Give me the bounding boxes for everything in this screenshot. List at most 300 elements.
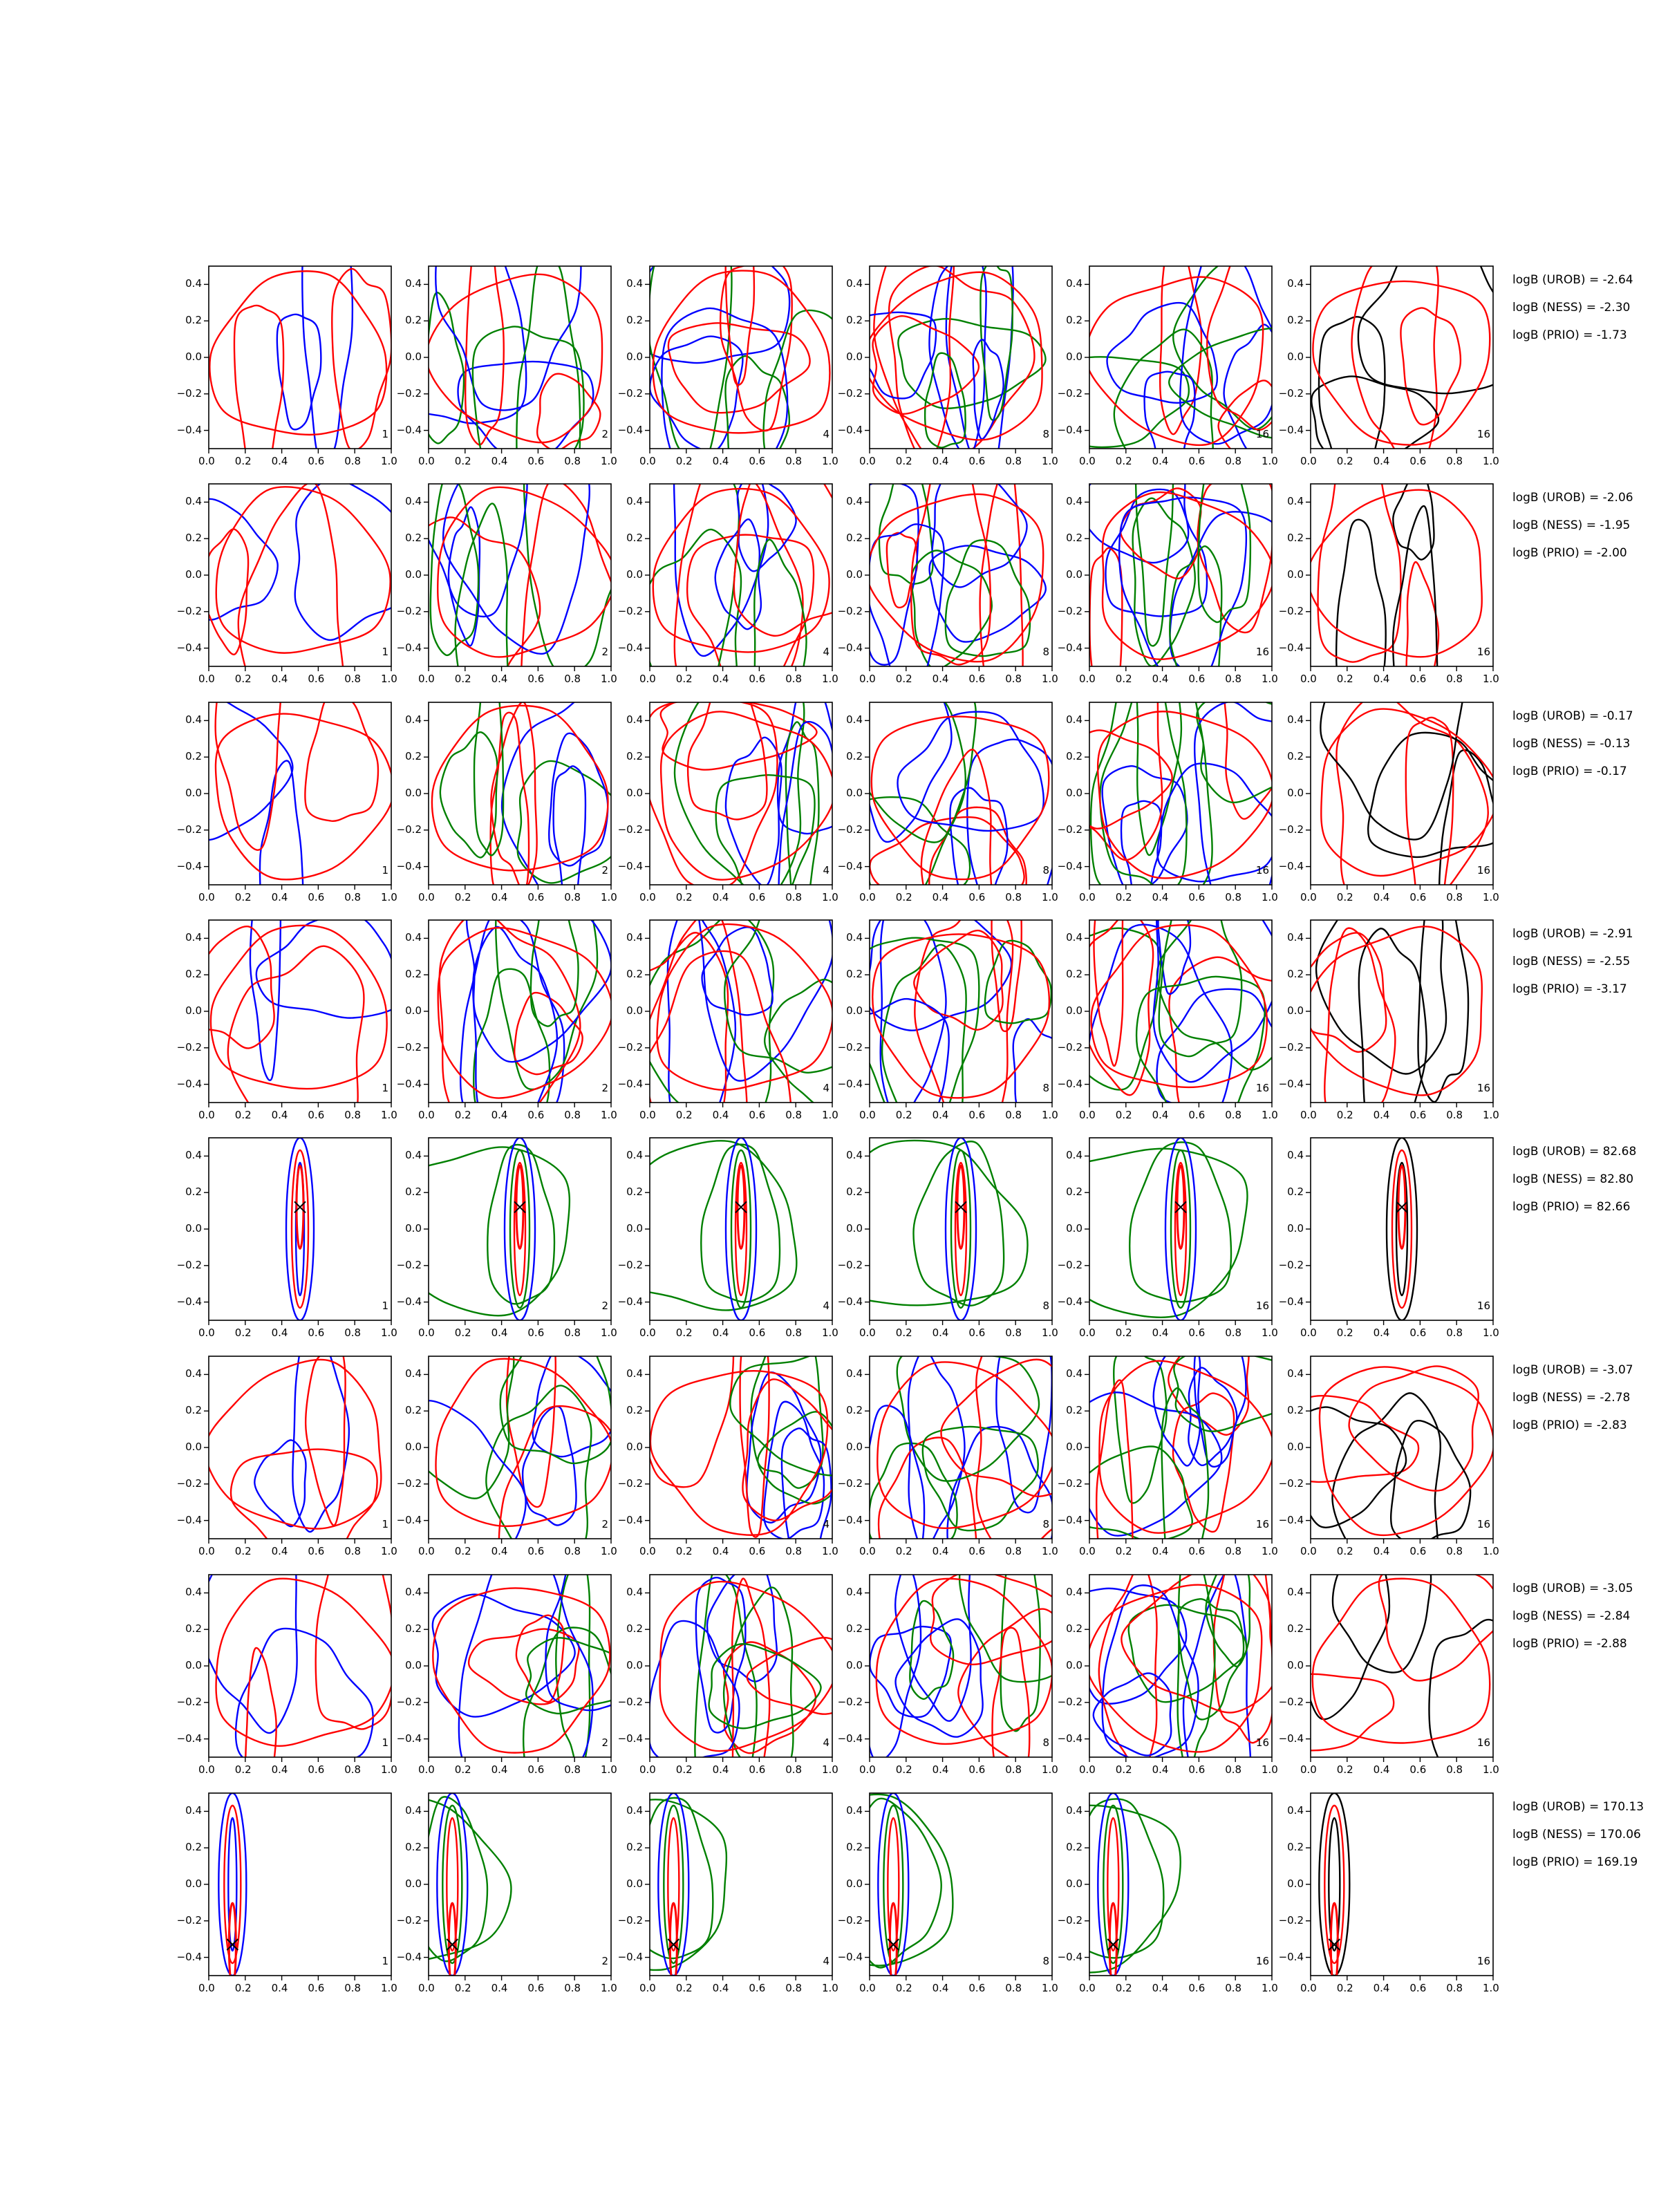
y-tick-label: −0.2 (617, 386, 643, 400)
panel-count: 1 (382, 428, 388, 440)
x-tick-label: 0.8 (785, 455, 803, 467)
y-tick-label: 0.4 (185, 713, 202, 727)
contour-outer (877, 1362, 1056, 1528)
y-tick-label: 0.4 (1287, 1804, 1304, 1817)
x-tick-label: 1.0 (822, 455, 838, 467)
panel-r4-c2 (424, 868, 612, 1157)
y-tick-label: 0.2 (185, 314, 202, 327)
panel-frame (1311, 484, 1493, 666)
contour-line (443, 445, 590, 654)
x-tick-label: 0.8 (1005, 1763, 1022, 1776)
y-tick-label: −0.2 (396, 604, 422, 617)
contour-line (898, 319, 1045, 409)
x-tick-label: 0.0 (198, 1109, 215, 1121)
panel-count: 1 (382, 1955, 388, 1967)
contour-peak (731, 1150, 751, 1308)
panel-count: 16 (1477, 864, 1490, 877)
x-tick-label: 0.6 (1409, 455, 1427, 467)
panel-count: 16 (1477, 428, 1490, 440)
x-tick-label: 0.2 (234, 891, 252, 903)
x-tick-label: 0.4 (271, 1109, 288, 1121)
x-tick-label: 1.0 (381, 1545, 397, 1557)
y-tick-label: 0.2 (626, 532, 643, 545)
x-tick-label: 0.0 (198, 891, 215, 903)
x-tick-label: 0.4 (712, 1545, 729, 1557)
panel-count: 1 (382, 1736, 388, 1749)
x-tick-label: 0.2 (675, 1763, 693, 1776)
x-tick-label: 0.4 (932, 1982, 949, 1994)
x-tick-label: 1.0 (1262, 891, 1278, 903)
x-tick-label: 0.2 (1336, 1982, 1353, 1994)
panel-count: 2 (601, 1955, 608, 1967)
contour-line (473, 326, 584, 550)
y-tick-label: −0.4 (1057, 1513, 1082, 1526)
y-tick-label: 0.4 (626, 495, 643, 508)
x-tick-label: 0.6 (1409, 673, 1427, 685)
y-tick-label: 0.2 (185, 750, 202, 763)
panel-count: 4 (823, 646, 830, 658)
y-tick-label: −0.2 (1057, 1040, 1082, 1053)
y-tick-label: 0.0 (846, 1659, 863, 1671)
y-tick-label: −0.2 (617, 1477, 643, 1490)
x-tick-label: 0.8 (785, 1327, 803, 1339)
x-tick-label: 0.2 (1115, 1982, 1132, 1994)
panel-r4-c3 (617, 836, 854, 1180)
y-tick-label: 0.2 (626, 750, 643, 763)
contour-lines (611, 393, 861, 749)
x-tick-label: 0.4 (271, 1763, 288, 1776)
x-tick-label: 0.4 (1152, 1109, 1169, 1121)
y-tick-label: −0.4 (176, 1950, 202, 1963)
x-tick-label: 0.6 (1188, 1982, 1206, 1994)
x-tick-label: 0.6 (308, 1545, 325, 1557)
x-tick-label: 0.6 (308, 1327, 325, 1339)
logb-text: logB (PRIO) = -2.83 (1512, 1418, 1627, 1432)
x-tick-label: 0.8 (785, 1982, 803, 1994)
contour-line (687, 535, 814, 687)
x-tick-label: 0.6 (527, 1109, 545, 1121)
logb-text: logB (UROB) = 82.68 (1512, 1145, 1637, 1159)
contour-line (675, 653, 804, 898)
x-tick-label: 1.0 (381, 1109, 397, 1121)
logb-text: logB (UROB) = -2.91 (1512, 927, 1633, 941)
panel-r2-c1 (178, 479, 421, 740)
contour-lines (218, 1793, 246, 1986)
x-tick-label: 0.6 (308, 1763, 325, 1776)
logb-text: logB (UROB) = -0.17 (1512, 709, 1633, 723)
x-tick-label: 0.2 (895, 673, 912, 685)
y-tick-label: −0.2 (1057, 604, 1082, 617)
x-tick-label: 0.0 (639, 1982, 656, 1994)
contour-line (843, 670, 976, 842)
y-tick-label: −0.2 (617, 1258, 643, 1271)
x-tick-label: 0.4 (491, 1982, 508, 1994)
y-tick-label: 0.2 (1287, 1404, 1304, 1417)
panel-count: 2 (601, 1300, 608, 1312)
y-tick-label: 0.2 (1287, 314, 1304, 327)
y-tick-label: 0.4 (1066, 1367, 1082, 1380)
contour-peak (951, 1150, 971, 1308)
logb-text: logB (NESS) = -2.30 (1512, 301, 1631, 315)
logb-text: logB (PRIO) = -3.17 (1512, 982, 1627, 996)
y-tick-label: −0.2 (837, 823, 863, 836)
y-tick-label: −0.2 (176, 604, 202, 617)
y-tick-label: −0.4 (396, 1950, 422, 1963)
y-tick-label: −0.2 (617, 1040, 643, 1053)
y-tick-label: −0.4 (176, 641, 202, 654)
x-tick-label: 0.2 (895, 1109, 912, 1121)
x-tick-label: 0.0 (198, 1545, 215, 1557)
contour-peak (1324, 1806, 1344, 1963)
x-tick-label: 0.8 (1005, 673, 1022, 685)
y-tick-label: 0.2 (846, 1185, 863, 1199)
contour-lines (178, 479, 421, 740)
contour-line (639, 951, 792, 1180)
y-tick-label: −0.2 (837, 386, 863, 400)
logb-text: logB (PRIO) = -2.00 (1512, 546, 1627, 560)
x-tick-label: 0.2 (1115, 1763, 1132, 1776)
x-tick-label: 0.2 (675, 673, 693, 685)
x-tick-label: 0.0 (859, 1763, 876, 1776)
x-tick-label: 0.2 (675, 1109, 693, 1121)
y-tick-label: −0.4 (1278, 423, 1304, 436)
y-tick-label: 0.4 (846, 1367, 863, 1380)
x-tick-label: 0.2 (1336, 1545, 1353, 1557)
contour-line (178, 499, 277, 620)
x-tick-label: 0.0 (198, 1763, 215, 1776)
x-tick-label: 0.0 (639, 1327, 656, 1339)
contour-line (1129, 1605, 1247, 1702)
y-tick-label: 0.4 (1066, 1804, 1082, 1817)
y-tick-label: −0.2 (837, 1913, 863, 1927)
y-tick-label: −0.4 (617, 1513, 643, 1526)
x-tick-label: 0.6 (749, 1763, 766, 1776)
y-tick-label: −0.2 (617, 1695, 643, 1708)
y-tick-label: −0.4 (837, 1732, 863, 1745)
x-tick-label: 0.8 (344, 1763, 362, 1776)
panel-frame (1311, 702, 1493, 885)
panel-r1-c6 (1306, 221, 1512, 517)
y-tick-label: 0.4 (405, 277, 422, 290)
contour-outer (1087, 1585, 1262, 1752)
y-tick-label: −0.2 (837, 604, 863, 617)
panel-r4-c6 (1295, 855, 1493, 1182)
y-tick-label: 0.4 (185, 1586, 202, 1599)
y-tick-label: 0.4 (1066, 931, 1082, 944)
contour-line (1400, 308, 1460, 424)
x-tick-label: 0.0 (418, 1327, 435, 1339)
y-tick-label: 0.4 (405, 1367, 422, 1380)
panel-frame (429, 1356, 611, 1539)
contour-line (554, 766, 585, 908)
x-tick-label: 0.0 (859, 1545, 876, 1557)
y-tick-label: −0.4 (1278, 1295, 1304, 1308)
x-tick-label: 0.0 (1300, 455, 1317, 467)
x-tick-label: 0.2 (454, 1545, 471, 1557)
x-tick-label: 1.0 (1262, 1545, 1278, 1557)
x-tick-label: 1.0 (1483, 1982, 1499, 1994)
x-tick-label: 1.0 (1483, 1545, 1499, 1557)
contour-line (234, 306, 283, 478)
y-tick-label: 0.2 (405, 968, 422, 981)
x-tick-label: 1.0 (1042, 1327, 1058, 1339)
x-tick-label: 0.6 (968, 1109, 986, 1121)
panel-r8-c1 (204, 1793, 391, 1986)
y-tick-label: 0.2 (1287, 968, 1304, 981)
logb-text: logB (PRIO) = -0.17 (1512, 765, 1627, 778)
contour-line (732, 1579, 769, 1848)
x-tick-label: 0.0 (859, 1982, 876, 1994)
y-tick-label: 0.0 (1066, 1004, 1082, 1017)
y-tick-label: 0.2 (405, 1622, 422, 1635)
y-tick-label: −0.4 (176, 1295, 202, 1308)
x-tick-label: 0.6 (1409, 1545, 1427, 1557)
y-tick-label: 0.4 (626, 277, 643, 290)
y-tick-label: 0.0 (1066, 350, 1082, 363)
y-tick-label: 0.0 (405, 568, 422, 581)
x-tick-label: 0.4 (932, 1763, 949, 1776)
x-tick-label: 1.0 (1483, 891, 1499, 903)
x-tick-label: 0.6 (749, 1109, 766, 1121)
x-tick-label: 0.8 (1005, 1109, 1022, 1121)
x-tick-label: 0.0 (418, 1109, 435, 1121)
panel-count: 1 (382, 1300, 388, 1312)
x-tick-label: 0.0 (1300, 673, 1317, 685)
contour-peak (878, 1793, 908, 1976)
x-tick-label: 0.8 (564, 455, 581, 467)
x-tick-label: 1.0 (1483, 455, 1499, 467)
panel-count: 16 (1255, 1736, 1269, 1749)
x-tick-label: 1.0 (381, 1327, 397, 1339)
panel-count: 16 (1255, 864, 1269, 877)
contour-line (1359, 928, 1427, 1182)
y-tick-label: −0.4 (1278, 641, 1304, 654)
y-tick-label: 0.4 (1066, 495, 1082, 508)
x-tick-label: 0.0 (1300, 1763, 1317, 1776)
x-tick-label: 0.6 (1409, 1763, 1427, 1776)
logb-text: logB (NESS) = -2.55 (1512, 955, 1631, 968)
x-tick-label: 0.6 (968, 1763, 986, 1776)
x-tick-label: 0.8 (1005, 455, 1022, 467)
y-tick-label: 0.4 (185, 1804, 202, 1817)
y-tick-label: 0.4 (405, 1586, 422, 1599)
x-tick-label: 0.4 (932, 891, 949, 903)
y-tick-label: 0.2 (405, 1404, 422, 1417)
x-tick-label: 0.8 (344, 1982, 362, 1994)
y-tick-label: 0.4 (1287, 931, 1304, 944)
y-tick-label: 0.0 (1287, 1441, 1304, 1453)
panel-r4-c4 (823, 878, 1064, 1177)
y-tick-label: −0.4 (1278, 1950, 1304, 1963)
logb-text: logB (UROB) = 170.13 (1512, 1800, 1644, 1814)
x-tick-label: 0.0 (1300, 1109, 1317, 1121)
x-tick-label: 0.6 (527, 1327, 545, 1339)
contour-line (302, 213, 353, 461)
panel-frame (870, 266, 1052, 449)
x-tick-label: 0.0 (1079, 455, 1096, 467)
y-tick-label: 0.2 (846, 1841, 863, 1854)
y-tick-label: 0.2 (405, 314, 422, 327)
contour-line (305, 693, 378, 821)
x-tick-label: 0.4 (271, 1982, 288, 1994)
x-tick-label: 1.0 (1262, 1327, 1278, 1339)
panel-count: 8 (1042, 1518, 1049, 1530)
y-tick-label: 0.0 (626, 1659, 643, 1671)
x-tick-label: 1.0 (381, 455, 397, 467)
x-tick-label: 0.8 (785, 673, 803, 685)
x-tick-label: 0.2 (454, 1109, 471, 1121)
x-tick-label: 0.0 (639, 891, 656, 903)
panel-frame (870, 1575, 1052, 1757)
panel-r8-c3 (523, 1793, 832, 1986)
y-tick-label: 0.0 (1066, 1222, 1082, 1235)
x-tick-label: 0.8 (1225, 1982, 1242, 1994)
x-tick-label: 0.4 (491, 1545, 508, 1557)
x-tick-label: 0.6 (1188, 891, 1206, 903)
y-tick-label: 0.2 (405, 532, 422, 545)
y-tick-label: 0.2 (185, 1622, 202, 1635)
y-tick-label: 0.2 (846, 968, 863, 981)
y-tick-label: 0.4 (405, 1804, 422, 1817)
x-tick-label: 0.2 (1115, 673, 1132, 685)
panel-r2-c3 (611, 393, 861, 749)
contour-peak (658, 1793, 688, 1976)
y-tick-label: −0.4 (396, 1513, 422, 1526)
y-tick-label: 0.2 (405, 750, 422, 763)
y-tick-label: 0.0 (1287, 1222, 1304, 1235)
contour-line (648, 228, 732, 464)
y-tick-label: −0.4 (837, 423, 863, 436)
contour-outer (211, 926, 387, 1089)
y-tick-label: 0.0 (846, 787, 863, 799)
contour-line (1295, 932, 1386, 1051)
x-tick-label: 0.6 (527, 1982, 545, 1994)
contour-line (930, 545, 1046, 641)
y-tick-label: 0.0 (185, 1222, 202, 1235)
contour-lines (410, 425, 629, 758)
x-tick-label: 0.0 (639, 673, 656, 685)
y-tick-label: −0.4 (1057, 423, 1082, 436)
y-tick-label: 0.4 (405, 931, 422, 944)
panel-count: 2 (601, 646, 608, 658)
contour-line (306, 1329, 345, 1526)
y-tick-label: −0.4 (617, 1950, 643, 1963)
y-tick-label: 0.2 (626, 1622, 643, 1635)
x-tick-label: 0.8 (1225, 1763, 1242, 1776)
x-tick-label: 0.2 (454, 1763, 471, 1776)
x-tick-label: 0.6 (308, 1109, 325, 1121)
x-tick-label: 0.0 (1079, 673, 1096, 685)
y-tick-label: −0.4 (1057, 641, 1082, 654)
y-tick-label: −0.4 (617, 1295, 643, 1308)
y-tick-label: −0.4 (176, 1732, 202, 1745)
x-tick-label: 0.8 (564, 1545, 581, 1557)
y-tick-label: −0.4 (837, 641, 863, 654)
x-tick-label: 0.4 (491, 1763, 508, 1776)
panel-r1-c4 (858, 210, 1052, 476)
x-tick-label: 1.0 (1042, 1763, 1058, 1776)
x-tick-label: 0.0 (859, 673, 876, 685)
x-tick-label: 0.6 (968, 455, 986, 467)
x-tick-label: 1.0 (1042, 455, 1058, 467)
y-tick-label: 0.0 (846, 1004, 863, 1017)
x-tick-label: 0.2 (1115, 1327, 1132, 1339)
x-tick-label: 0.0 (198, 1327, 215, 1339)
x-tick-label: 0.6 (968, 1982, 986, 1994)
panel-count: 1 (382, 1082, 388, 1094)
x-tick-label: 0.6 (308, 891, 325, 903)
panel-r7-c2 (424, 1544, 640, 1797)
panel-frame (1089, 920, 1272, 1103)
x-tick-label: 0.4 (271, 673, 288, 685)
x-tick-label: 0.4 (1373, 455, 1390, 467)
x-tick-label: 0.2 (1336, 455, 1353, 467)
x-tick-label: 0.2 (895, 1982, 912, 1994)
contour-peak (437, 1793, 467, 1976)
x-tick-label: 0.8 (344, 455, 362, 467)
y-tick-label: −0.2 (837, 1258, 863, 1271)
y-tick-label: 0.0 (626, 568, 643, 581)
contour-line (992, 883, 1022, 1031)
y-tick-label: −0.4 (396, 1295, 422, 1308)
y-tick-label: −0.2 (1278, 1913, 1304, 1927)
panel-count: 4 (823, 1955, 830, 1967)
x-tick-label: 0.6 (1188, 1763, 1206, 1776)
x-tick-label: 0.8 (564, 891, 581, 903)
contour-peak (883, 1806, 903, 1963)
y-tick-label: 0.2 (185, 968, 202, 981)
x-tick-label: 0.0 (639, 1763, 656, 1776)
y-tick-label: 0.2 (1066, 1404, 1082, 1417)
contour-line (879, 1438, 976, 1584)
x-tick-label: 1.0 (601, 1327, 617, 1339)
x-tick-label: 0.2 (1115, 455, 1132, 467)
y-tick-label: −0.2 (1278, 1040, 1304, 1053)
panel-r7-c1 (198, 1504, 394, 1792)
contour-line (1351, 221, 1438, 478)
x-tick-label: 0.6 (749, 673, 766, 685)
x-tick-label: 0.2 (234, 1763, 252, 1776)
y-tick-label: 0.0 (1066, 1877, 1082, 1890)
contour-line (238, 482, 344, 740)
x-tick-label: 1.0 (381, 1763, 397, 1776)
x-tick-label: 0.0 (418, 1982, 435, 1994)
x-tick-label: 0.4 (1373, 1545, 1390, 1557)
x-tick-label: 0.2 (1336, 1109, 1353, 1121)
x-tick-label: 0.2 (895, 891, 912, 903)
y-tick-label: −0.4 (1057, 859, 1082, 872)
contour-line (184, 926, 274, 1048)
x-tick-label: 1.0 (822, 1545, 838, 1557)
x-tick-label: 1.0 (1262, 455, 1278, 467)
x-tick-label: 0.6 (527, 455, 545, 467)
contour-outer (1313, 281, 1490, 445)
panel-r8-c5 (953, 1793, 1272, 1986)
contour-lines (209, 213, 391, 478)
y-tick-label: 0.0 (1287, 350, 1304, 363)
y-tick-label: 0.4 (846, 1804, 863, 1817)
x-tick-label: 0.6 (1409, 1327, 1427, 1339)
x-tick-label: 1.0 (1483, 1109, 1499, 1121)
y-tick-label: 0.0 (1066, 787, 1082, 799)
logb-text: logB (PRIO) = 82.66 (1512, 1200, 1631, 1214)
y-tick-label: 0.2 (185, 1404, 202, 1417)
x-tick-label: 0.8 (1225, 1109, 1242, 1121)
y-tick-label: 0.4 (1287, 1586, 1304, 1599)
x-tick-label: 0.2 (454, 673, 471, 685)
x-tick-label: 0.0 (1079, 1327, 1096, 1339)
logb-text: logB (NESS) = -1.95 (1512, 518, 1631, 532)
